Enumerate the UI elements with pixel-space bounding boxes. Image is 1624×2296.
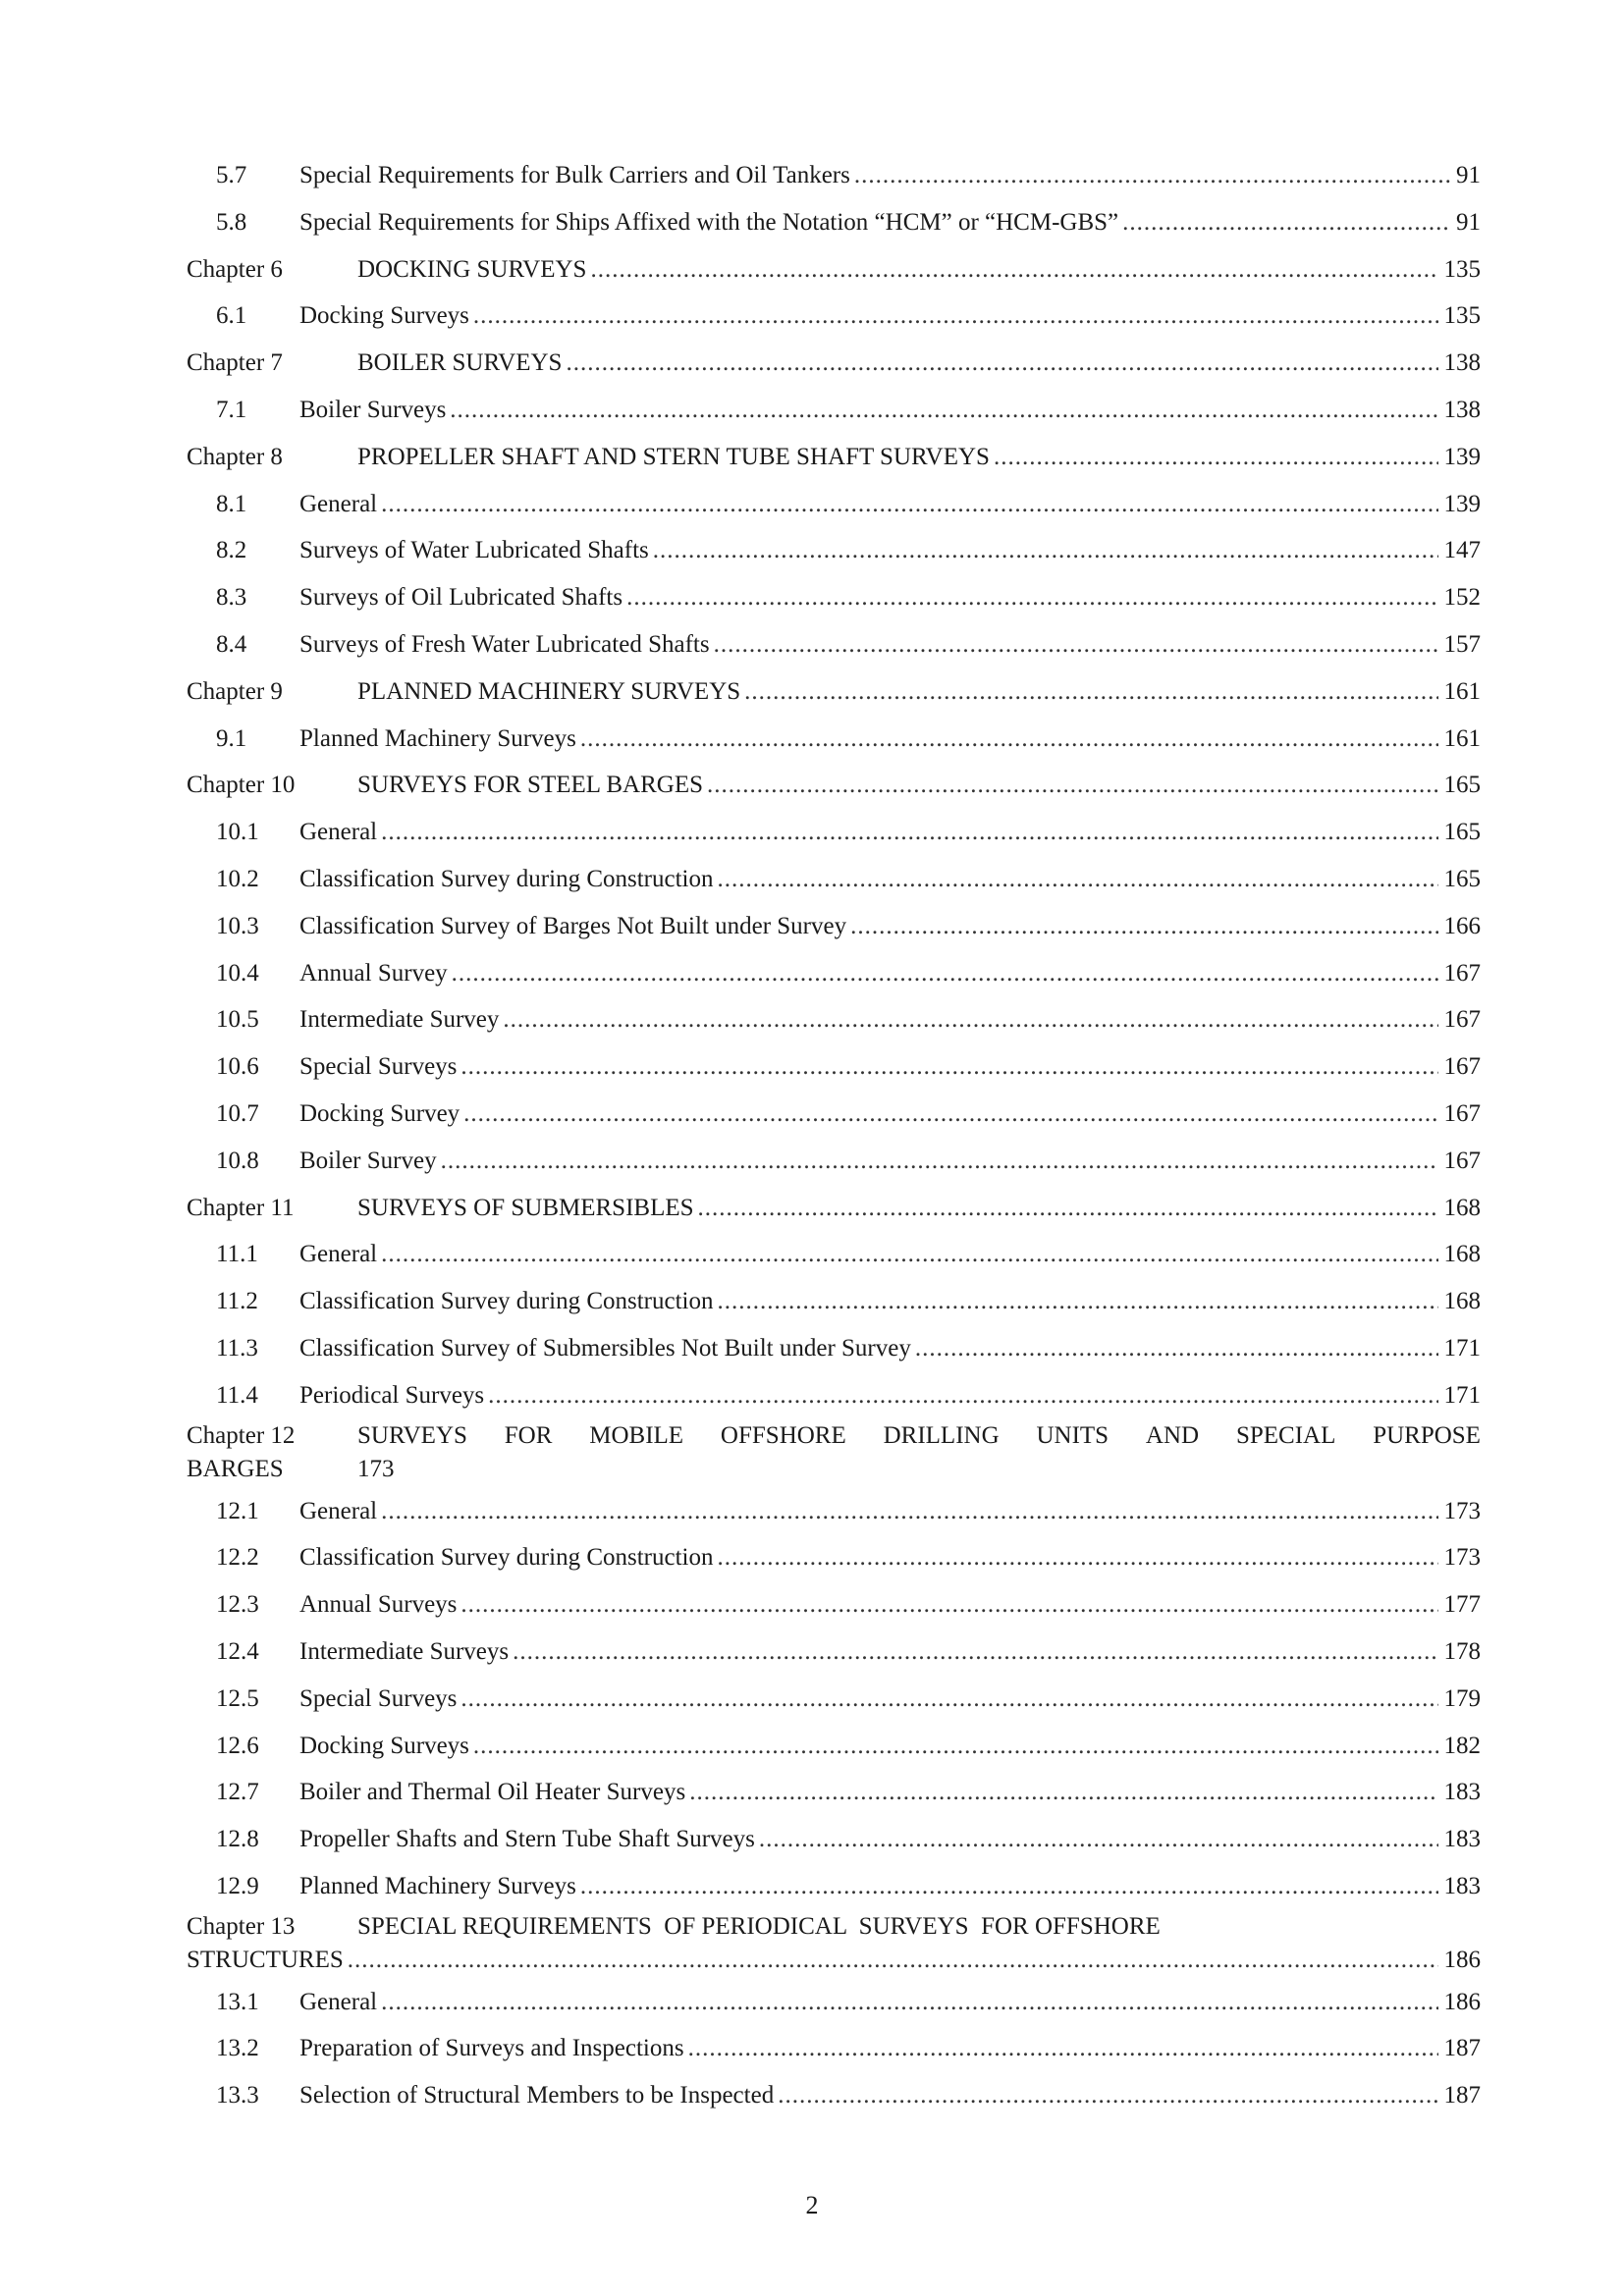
page-ref: 187 (1443, 2082, 1481, 2109)
section-title: Planned Machinery Surveys (299, 724, 576, 752)
page-ref: 171 (1443, 1334, 1481, 1362)
chapter-number: Chapter 9 (187, 677, 283, 705)
chapter-title-word: FOR (504, 1421, 553, 1449)
chapter-title: BOILER SURVEYS (357, 349, 563, 377)
toc-chapter-row[interactable] (187, 340, 1481, 387)
section-title: General (299, 1988, 378, 2015)
page-ref: 165 (1443, 865, 1481, 892)
section-title: Special Requirements for Ships Affixed with the Notation “HCM” or “HCM-GBS” (299, 208, 1119, 236)
page-ref: 186 (1443, 1988, 1481, 2015)
section-title: Intermediate Survey (299, 1006, 500, 1034)
toc-section-row[interactable] (187, 574, 1481, 621)
section-number: 10.3 (216, 912, 259, 939)
chapter-title-word: MOBILE (589, 1421, 684, 1449)
page-ref: 187 (1443, 2035, 1481, 2062)
section-number: 13.3 (216, 2082, 259, 2109)
page-ref: 168 (1443, 1288, 1481, 1315)
toc-section-row[interactable] (187, 856, 1481, 903)
toc-chapter-row[interactable] (187, 1419, 1481, 1488)
page-ref: 157 (1443, 630, 1481, 658)
dot-leader (717, 1534, 1437, 1581)
dot-leader (381, 1488, 1437, 1535)
dot-leader (503, 996, 1437, 1043)
page-number: 2 (805, 2191, 819, 2219)
dot-leader (689, 1769, 1437, 1816)
section-number: 10.1 (216, 819, 259, 846)
toc-section-row[interactable] (187, 527, 1481, 574)
section-number: 10.4 (216, 959, 259, 987)
section-title: General (299, 490, 378, 517)
section-title: Docking Surveys (299, 1732, 469, 1759)
chapter-title-word: DRILLING (883, 1421, 1000, 1449)
dot-leader (707, 762, 1438, 809)
section-title: Propeller Shafts and Stern Tube Shaft Surveys (299, 1826, 755, 1853)
section-title: Planned Machinery Surveys (299, 1872, 576, 1899)
dot-leader (994, 434, 1438, 481)
page-ref: 165 (1443, 819, 1481, 846)
section-title: Surveys of Water Lubricated Shafts (299, 537, 649, 564)
section-number: 12.6 (216, 1732, 259, 1759)
section-title: Surveys of Oil Lubricated Shafts (299, 584, 623, 612)
toc-section-row[interactable] (187, 1372, 1481, 1419)
section-number: 11.3 (216, 1334, 258, 1362)
toc-section-row[interactable] (187, 950, 1481, 997)
dot-leader (381, 481, 1437, 528)
dot-leader (450, 387, 1437, 434)
section-number: 8.4 (216, 630, 247, 658)
toc-chapter-row[interactable] (187, 762, 1481, 809)
section-number: 12.8 (216, 1826, 259, 1853)
section-number: 10.8 (216, 1147, 259, 1174)
section-title: Docking Survey (299, 1099, 460, 1127)
dot-leader (473, 1723, 1438, 1770)
toc-chapter-row[interactable] (187, 1910, 1481, 1979)
page-ref: 135 (1443, 302, 1481, 330)
chapter-number: Chapter 6 (187, 255, 283, 283)
section-number: 10.5 (216, 1006, 259, 1034)
section-number: 11.1 (216, 1241, 258, 1268)
section-title: Boiler and Thermal Oil Heater Surveys (299, 1779, 686, 1806)
toc-section-row[interactable] (187, 1231, 1481, 1278)
section-title: Preparation of Surveys and Inspections (299, 2035, 684, 2062)
section-title: Docking Surveys (299, 302, 469, 330)
section-number: 12.9 (216, 1872, 259, 1899)
toc-section-row[interactable] (187, 387, 1481, 434)
chapter-number: Chapter 12 (187, 1421, 296, 1449)
section-number: 8.1 (216, 490, 247, 517)
section-title: Annual Surveys (299, 1591, 458, 1619)
section-title: Classification Survey during Construction (299, 1288, 714, 1315)
section-title: General (299, 1497, 378, 1524)
dot-leader (460, 1676, 1437, 1723)
chapter-title-word: SPECIAL (1235, 1421, 1336, 1449)
toc-section-row[interactable] (187, 152, 1481, 199)
dot-leader (580, 716, 1438, 763)
page-ref: 166 (1443, 912, 1481, 939)
toc-section-row[interactable] (187, 621, 1481, 668)
toc-section-row[interactable] (187, 903, 1481, 950)
toc-section-row[interactable] (187, 1138, 1481, 1185)
section-number: 10.2 (216, 865, 259, 892)
page-ref: 139 (1443, 443, 1481, 470)
section-number: 10.6 (216, 1053, 259, 1081)
dot-leader (854, 152, 1450, 199)
page-ref: 91 (1456, 208, 1481, 236)
section-title: Periodical Surveys (299, 1381, 485, 1409)
dot-leader (452, 950, 1438, 997)
dot-leader (717, 1278, 1437, 1325)
dot-leader (566, 340, 1437, 387)
page-ref: 161 (1443, 677, 1481, 705)
page-ref: 135 (1443, 255, 1481, 283)
section-number: 6.1 (216, 302, 247, 330)
section-title: Annual Survey (299, 959, 448, 987)
toc-section-row[interactable] (187, 1278, 1481, 1325)
section-number: 9.1 (216, 724, 247, 752)
page-ref: 139 (1443, 490, 1481, 517)
toc-section-row[interactable] (187, 1979, 1481, 2026)
page-ref: 91 (1456, 162, 1481, 188)
dot-leader (441, 1138, 1438, 1185)
page-ref: 186 (1443, 1946, 1481, 1973)
chapter-title: DOCKING SURVEYS (357, 255, 587, 283)
toc-section-row[interactable] (187, 716, 1481, 763)
toc-section-row[interactable] (187, 1676, 1481, 1723)
toc-section-row[interactable] (187, 1723, 1481, 1770)
section-number: 10.7 (216, 1099, 259, 1127)
dot-leader (653, 527, 1438, 574)
page-ref: 168 (1443, 1241, 1481, 1268)
section-title: Boiler Surveys (299, 396, 447, 423)
dot-leader (381, 1979, 1437, 2026)
toc-section-row[interactable] (187, 1325, 1481, 1372)
chapter-number: Chapter 8 (187, 443, 283, 470)
section-number: 13.2 (216, 2035, 259, 2062)
section-title: Surveys of Fresh Water Lubricated Shafts (299, 630, 710, 658)
page-ref: 178 (1443, 1637, 1481, 1665)
dot-leader (850, 903, 1437, 950)
section-number: 12.3 (216, 1591, 259, 1619)
page-ref: 165 (1443, 772, 1481, 799)
chapter-number: Chapter 10 (187, 772, 296, 799)
toc-chapter-row[interactable] (187, 668, 1481, 716)
toc-section-row[interactable] (187, 1091, 1481, 1138)
section-number: 11.4 (216, 1381, 258, 1409)
chapter-title-word: UNITS (1036, 1421, 1110, 1449)
section-title: Classification Survey during Construction (299, 865, 714, 892)
page-ref: 152 (1443, 584, 1481, 612)
section-title: Special Surveys (299, 1053, 458, 1081)
page-ref: 138 (1443, 349, 1481, 377)
page-ref: 168 (1443, 1194, 1481, 1221)
dot-leader (488, 1372, 1437, 1419)
page-ref: 177 (1443, 1591, 1481, 1619)
section-number: 8.3 (216, 584, 247, 612)
dot-leader (473, 293, 1438, 340)
dot-leader (626, 574, 1437, 621)
table-of-contents (187, 152, 1481, 2119)
section-number: 8.2 (216, 537, 247, 564)
toc-section-row[interactable] (187, 481, 1481, 528)
chapter-title: PLANNED MACHINERY SURVEYS (357, 677, 741, 705)
section-title: Selection of Structural Members to be Inspected (299, 2082, 775, 2109)
page-ref: 173 (1443, 1544, 1481, 1572)
dot-leader (348, 1944, 1438, 1977)
dot-leader (915, 1325, 1438, 1372)
dot-leader (513, 1629, 1437, 1676)
toc-section-row[interactable] (187, 1488, 1481, 1535)
dot-leader (1122, 199, 1450, 246)
toc-section-row[interactable] (187, 293, 1481, 340)
toc-chapter-row[interactable] (187, 1185, 1481, 1232)
toc-section-row[interactable] (187, 1629, 1481, 1676)
chapter-title: SURVEYS OF SUBMERSIBLES (357, 1194, 694, 1221)
chapter-title: PROPELLER SHAFT AND STERN TUBE SHAFT SURVEYS (357, 443, 990, 470)
chapter-title: SPECIAL REQUIREMENTS OF PERIODICAL SURVEYS FOR OFFSHORE (357, 1912, 1161, 1940)
section-number: 11.2 (216, 1288, 258, 1315)
section-number: 5.7 (216, 162, 247, 188)
chapter-title-continued: STRUCTURES (187, 1946, 344, 1973)
section-title: General (299, 819, 378, 846)
toc-section-row[interactable] (187, 1769, 1481, 1816)
chapter-title-word: AND (1145, 1421, 1200, 1449)
section-number: 12.4 (216, 1637, 259, 1665)
page-ref: 138 (1443, 396, 1481, 423)
dot-leader (778, 2072, 1437, 2119)
page-ref: 167 (1443, 1099, 1481, 1127)
dot-leader (381, 809, 1437, 856)
section-number: 13.1 (216, 1988, 259, 2015)
section-number: 12.5 (216, 1684, 259, 1712)
toc-section-row[interactable] (187, 1863, 1481, 1910)
dot-leader (580, 1863, 1438, 1910)
toc-section-row[interactable] (187, 809, 1481, 856)
toc-chapter-row[interactable] (187, 434, 1481, 481)
page-ref: 167 (1443, 1147, 1481, 1174)
page-ref: 171 (1443, 1381, 1481, 1409)
toc-section-row[interactable] (187, 1816, 1481, 1863)
page-ref: 183 (1443, 1779, 1481, 1806)
toc-section-row[interactable] (187, 2072, 1481, 2119)
page-ref: 173 (1443, 1497, 1481, 1524)
dot-leader (698, 1185, 1438, 1232)
dot-leader (381, 1231, 1437, 1278)
dot-leader (744, 668, 1437, 716)
dot-leader (460, 1043, 1437, 1091)
toc-section-row[interactable] (187, 996, 1481, 1043)
page-ref: 179 (1443, 1684, 1481, 1712)
section-title: Special Requirements for Bulk Carriers and Oil Tankers (299, 162, 850, 188)
dot-leader (717, 856, 1437, 903)
chapter-title-word: SURVEYS (357, 1421, 467, 1449)
chapter-title-continued: BARGES (187, 1455, 284, 1482)
section-title: Classification Survey of Barges Not Built under Survey (299, 912, 847, 939)
chapter-number: Chapter 11 (187, 1194, 295, 1221)
section-number: 12.7 (216, 1779, 259, 1806)
section-title: Boiler Survey (299, 1147, 437, 1174)
chapter-title: SURVEYS FOR STEEL BARGES (357, 772, 703, 799)
section-title: Special Surveys (299, 1684, 458, 1712)
section-title: Classification Survey during Construction (299, 1544, 714, 1572)
toc-section-row[interactable] (187, 199, 1481, 246)
chapter-title-word: OFFSHORE (720, 1421, 846, 1449)
dot-leader (714, 621, 1438, 668)
dot-leader (759, 1816, 1438, 1863)
toc-section-row[interactable] (187, 2025, 1481, 2072)
toc-section-row[interactable] (187, 1043, 1481, 1091)
page-ref: 183 (1443, 1872, 1481, 1899)
dot-leader (688, 2025, 1438, 2072)
page-ref: 183 (1443, 1826, 1481, 1853)
chapter-title-word: PURPOSE (1373, 1421, 1481, 1449)
section-title: Classification Survey of Submersibles Not Built under Survey (299, 1334, 911, 1362)
chapter-title (357, 1419, 1481, 1453)
dot-leader (590, 246, 1437, 294)
page-ref: 182 (1443, 1732, 1481, 1759)
section-number: 12.1 (216, 1497, 259, 1524)
page-ref: 167 (1443, 1053, 1481, 1081)
toc-section-row[interactable] (187, 1581, 1481, 1629)
chapter-number: Chapter 13 (187, 1912, 296, 1940)
section-number: 5.8 (216, 208, 247, 236)
dot-leader (463, 1091, 1437, 1138)
section-title: General (299, 1241, 378, 1268)
section-title: Intermediate Surveys (299, 1637, 510, 1665)
toc-chapter-row[interactable] (187, 246, 1481, 294)
page-ref: 147 (1443, 537, 1481, 564)
section-number: 12.2 (216, 1544, 259, 1572)
page-ref: 173 (357, 1455, 395, 1482)
dot-leader (460, 1581, 1437, 1629)
toc-section-row[interactable] (187, 1534, 1481, 1581)
page-ref: 161 (1443, 724, 1481, 752)
page-ref: 167 (1443, 1006, 1481, 1034)
section-number: 7.1 (216, 396, 247, 423)
page-ref: 167 (1443, 959, 1481, 987)
chapter-number: Chapter 7 (187, 349, 283, 377)
